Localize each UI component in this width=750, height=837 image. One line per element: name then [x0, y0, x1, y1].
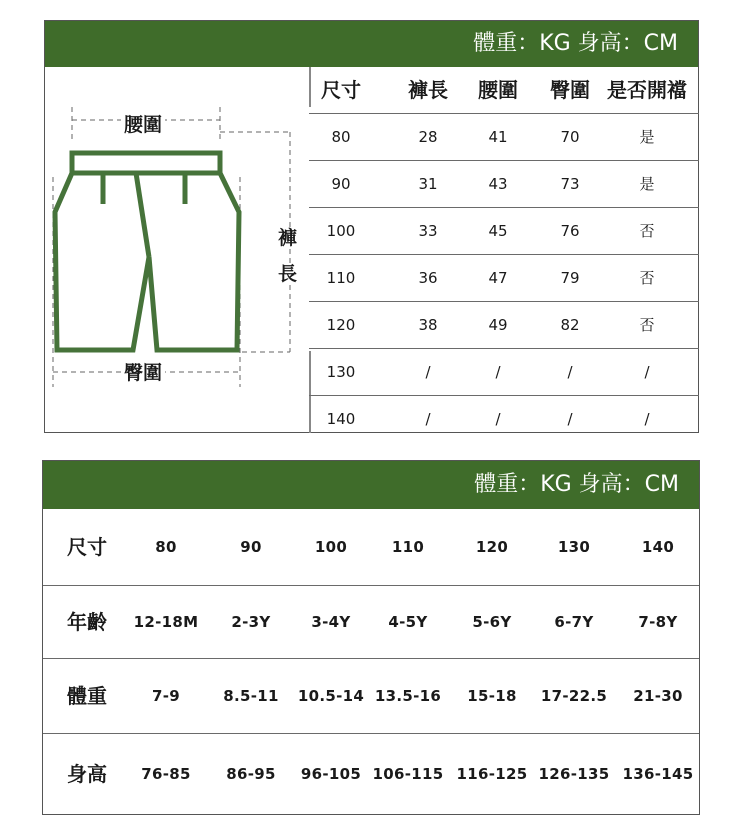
row-label: 體重 [67, 684, 107, 708]
cell: 90 [240, 538, 262, 556]
cell: 2-3Y [231, 613, 271, 631]
cell: / [567, 410, 573, 428]
cell: 136-145 [622, 765, 694, 783]
cell: 10.5-14 [297, 687, 365, 705]
unit-label: 體重：KG 身高：CM [473, 31, 678, 56]
table-row-age [43, 586, 699, 659]
table-header-bar [45, 21, 698, 67]
cell: 49 [488, 316, 508, 334]
cell: 12-18M [133, 613, 199, 631]
cell: 4-5Y [388, 613, 428, 631]
table-row [309, 349, 699, 396]
table-header-bar [43, 461, 699, 509]
cell: 100 [314, 538, 348, 556]
table-row [309, 114, 699, 161]
row-label: 身高 [67, 762, 107, 786]
column-header: 腰圍 [478, 78, 518, 102]
cell: 36 [418, 269, 438, 287]
cell: / [425, 363, 431, 381]
cell: 5-6Y [472, 613, 512, 631]
size-table-pants [44, 20, 699, 433]
cell: 17-22.5 [540, 687, 608, 705]
pants-diagram [45, 67, 309, 433]
cell: 73 [560, 175, 580, 193]
cell: / [495, 363, 501, 381]
shorts-illustration-icon [45, 67, 309, 433]
cell: 96-105 [300, 765, 362, 783]
cell: 7-9 [152, 687, 180, 705]
cell: 110 [326, 269, 356, 287]
cell: 86-95 [226, 765, 276, 783]
cell: 38 [418, 316, 438, 334]
cell: / [644, 410, 650, 428]
cell: 120 [326, 316, 356, 334]
table-row [309, 302, 699, 349]
table-row-height [43, 734, 699, 814]
cell: 100 [326, 222, 356, 240]
row-label: 年齡 [67, 610, 107, 634]
cell: 7-8Y [638, 613, 678, 631]
table-row-size [43, 509, 699, 586]
cell: 是 [639, 175, 655, 193]
size-table-age [42, 460, 700, 815]
cell: 41 [488, 128, 508, 146]
cell: 21-30 [633, 687, 683, 705]
table-row [309, 208, 699, 255]
cell: 15-18 [467, 687, 517, 705]
cell: 31 [418, 175, 438, 193]
table-row [309, 255, 699, 302]
table-row [309, 396, 699, 442]
cell: 130 [557, 538, 591, 556]
column-header: 尺寸 [321, 78, 361, 102]
cell: 否 [639, 316, 655, 334]
cell: 否 [639, 222, 655, 240]
table-row-weight [43, 659, 699, 734]
cell: 33 [418, 222, 438, 240]
cell: 47 [488, 269, 508, 287]
unit-label: 體重：KG 身高：CM [474, 472, 679, 497]
cell: 116-125 [456, 765, 528, 783]
cell: 6-7Y [554, 613, 594, 631]
cell: 82 [560, 316, 580, 334]
column-header: 褲長 [408, 78, 448, 102]
length-label-top: 褲 [275, 227, 300, 249]
cell: / [567, 363, 573, 381]
cell: 45 [488, 222, 508, 240]
cell: 90 [331, 175, 351, 193]
table-row [309, 161, 699, 208]
waist-label: 腰圍 [121, 114, 165, 136]
cell: 130 [326, 363, 356, 381]
cell: 是 [639, 128, 655, 146]
table-header-row [309, 67, 699, 114]
row-label: 尺寸 [67, 535, 107, 559]
column-header: 是否開襠 [607, 78, 687, 102]
cell: 否 [639, 269, 655, 287]
cell: 13.5-16 [374, 687, 442, 705]
cell: 76 [560, 222, 580, 240]
cell: 140 [641, 538, 675, 556]
column-header: 臀圍 [550, 78, 590, 102]
cell: / [425, 410, 431, 428]
cell: 120 [475, 538, 509, 556]
cell: 70 [560, 128, 580, 146]
cell: / [495, 410, 501, 428]
cell: 28 [418, 128, 438, 146]
cell: 79 [560, 269, 580, 287]
cell: 43 [488, 175, 508, 193]
cell: 106-115 [372, 765, 444, 783]
length-label-bottom: 長 [275, 263, 300, 285]
cell: 3-4Y [311, 613, 351, 631]
cell: 76-85 [141, 765, 191, 783]
hip-label: 臀圍 [121, 362, 165, 384]
cell: 8.5-11 [223, 687, 279, 705]
cell: 126-135 [538, 765, 610, 783]
cell: 110 [391, 538, 425, 556]
cell: 80 [155, 538, 177, 556]
cell: 80 [331, 128, 351, 146]
cell: 140 [326, 410, 356, 428]
cell: / [644, 363, 650, 381]
